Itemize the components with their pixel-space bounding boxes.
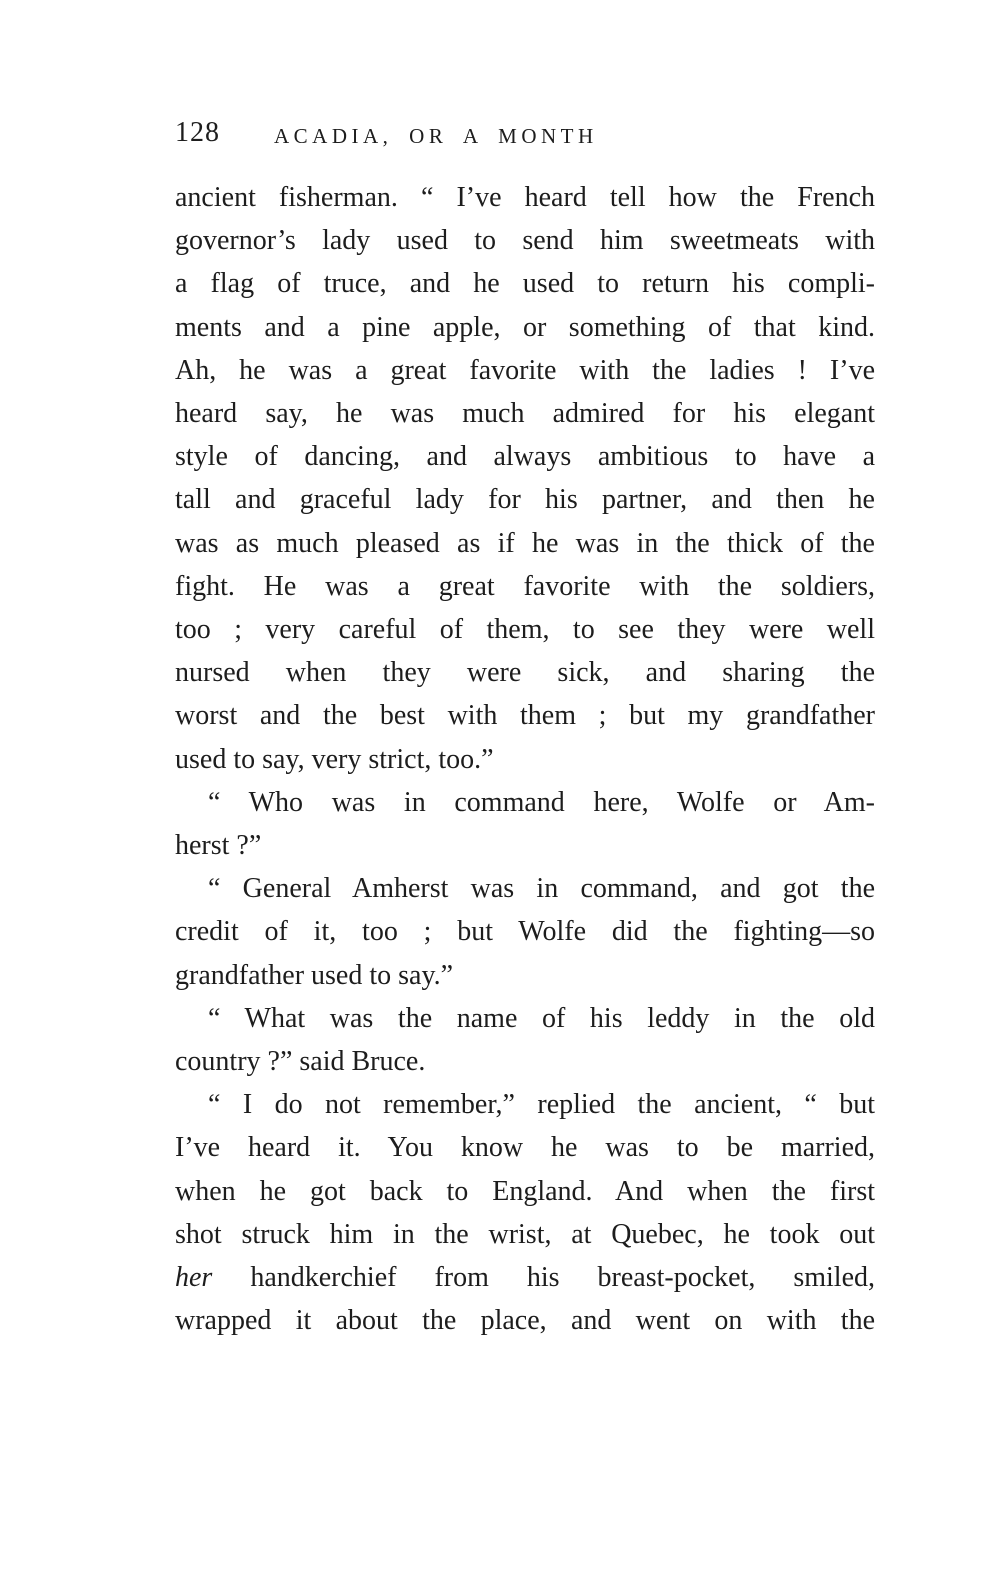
text-line [175, 651, 875, 694]
text-line [175, 1213, 875, 1256]
text-line [175, 1083, 875, 1126]
text-segment: fight. He was a great favorite with the soldiers, [175, 570, 875, 602]
text-segment: too ; very careful of them, to see they were well [175, 614, 875, 646]
text-segment: herst ?” [175, 830, 262, 862]
text-line [175, 392, 875, 435]
text-line [175, 478, 875, 521]
text-line [175, 738, 875, 781]
text-line [175, 1126, 875, 1169]
text-segment: wrapped it about the place, and went on with the [175, 1305, 875, 1337]
text-segment: governor’s lady used to send him sweetmeats with [175, 225, 875, 257]
text-line [175, 176, 875, 219]
text-segment: tall and graceful lady for his partner, and then he [175, 484, 875, 516]
text-segment: heard say, he was much admired for his elegant [175, 398, 875, 430]
text-line [175, 910, 875, 953]
text-line [175, 306, 875, 349]
text-segment: I’ve heard it. You know he was to be married, [175, 1132, 875, 1164]
text-segment: “ Who was in command here, Wolfe or Am- [208, 786, 875, 818]
text-segment: a flag of truce, and he used to return his compli- [175, 268, 875, 300]
page-text [175, 176, 875, 1342]
text-segment: handkerchief from his breast-pocket, smiled, [212, 1262, 875, 1294]
text-line [175, 219, 875, 262]
text-segment: was as much pleased as if he was in the thick of the [175, 527, 875, 559]
text-segment: credit of it, too ; but Wolfe did the fighting—so [175, 916, 875, 948]
text-segment: used to say, very strict, too.” [175, 743, 494, 775]
text-segment: “ General Amherst was in command, and got the [208, 873, 875, 905]
text-segment: grandfather used to say.” [175, 959, 454, 991]
text-segment: worst and the best with them ; but my grandfather [175, 700, 875, 732]
italic-text-segment: her [175, 1262, 213, 1294]
text-segment: style of dancing, and always ambitious to have a [175, 441, 875, 473]
text-line [175, 349, 875, 392]
text-segment: “ What was the name of his leddy in the old [208, 1002, 875, 1034]
text-segment: Ah, he was a great favorite with the ladies ! I’ve [175, 354, 875, 386]
text-line [175, 608, 875, 651]
text-line [175, 694, 875, 737]
text-line [175, 565, 875, 608]
text-segment: ancient fisherman. “ I’ve heard tell how the French [175, 182, 875, 213]
text-line [175, 435, 875, 478]
text-segment: country ?” said Bruce. [175, 1046, 426, 1078]
text-segment: ments and a pine apple, or something of that kind. [175, 311, 875, 343]
text-line [175, 1170, 875, 1213]
text-segment: nursed when they were sick, and sharing the [175, 657, 875, 689]
text-line [175, 781, 875, 824]
text-line [175, 1256, 875, 1299]
text-segment: “ I do not remember,” replied the ancient, “ but [208, 1089, 875, 1121]
page-header [175, 117, 875, 153]
text-segment: when he got back to England. And when the first [175, 1175, 875, 1207]
text-line [175, 1040, 875, 1083]
text-line [175, 262, 875, 305]
text-line [175, 867, 875, 910]
page-number: 128 [175, 117, 220, 148]
running-header-title: ACADIA, OR A MONTH [274, 124, 598, 148]
text-segment: shot struck him in the wrist, at Quebec, he took out [175, 1218, 875, 1250]
text-line [175, 824, 875, 867]
text-line [175, 1299, 875, 1342]
text-line [175, 522, 875, 565]
text-line [175, 997, 875, 1040]
text-line [175, 954, 875, 997]
